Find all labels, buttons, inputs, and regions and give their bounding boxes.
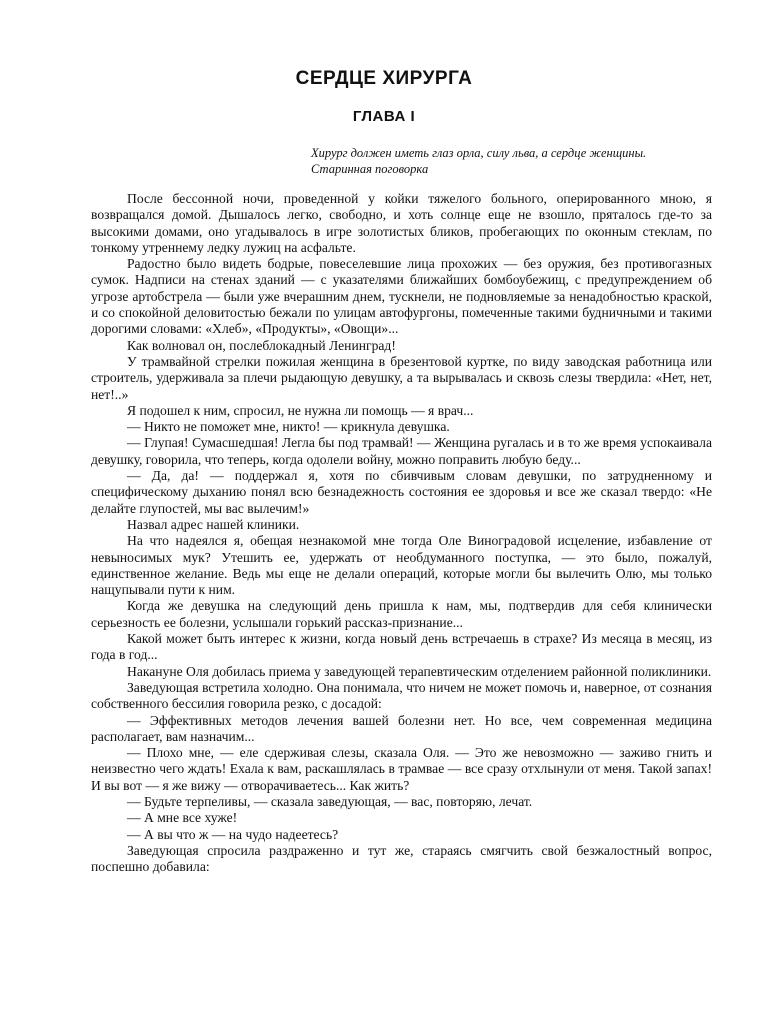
paragraph: Заведующая встретила холодно. Она понимала, что ничем не может помочь и, наверное, от сознания собственного бессилия говорила резко, с досадой: <box>91 679 712 712</box>
paragraph: Назвал адрес нашей клиники. <box>127 516 300 532</box>
paragraph: У трамвайной стрелки пожилая женщина в брезентовой куртке, по виду заводская работница или строитель, удерживала за плечи рыдающую девушку, а та вырывалась и сквозь слезы твердила: «Нет, нет, нет!..» <box>91 353 712 402</box>
paragraph: На что надеялся я, обещая незнакомой мне тогда Оле Виноградовой исцеление, избавление от невыносимых мук? Утешить ее, удержать от необдуманного поступка, — это было, пожалуй, единственное желание. Ведь мы еще не делали операций, которые могли бы вылечить Олю, мы только нащупывали пути к ним. <box>91 533 712 598</box>
epigraph-source: Старинная поговорка <box>311 162 429 176</box>
paragraph: — Глупая! Сумасшедшая! Легла бы под трамвай! — Женщина ругалась и в то же время успокаивала девушку, говорила, что теперь, когда одолели войну, можно поправить любую беду... <box>91 435 712 467</box>
paragraph: — Никто не поможет мне, никто! — крикнула девушка. <box>127 419 450 435</box>
paragraph: Накануне Оля добилась приема у заведующей терапевтическим отделением районной поликлиники. <box>127 663 712 679</box>
chapter-heading: ГЛАВА I <box>352 108 416 125</box>
paragraph: Заведующая спросила раздраженно и тут же, стараясь смягчить свой безжалостный вопрос, поспешно добавила: <box>91 842 712 875</box>
paragraph: — Эффективных методов лечения вашей болезни нет. Но все, чем современная медицина располагает, вам назначим... <box>91 712 712 744</box>
paragraph: — Да, да! — поддержал я, хотя по сбивчивым словам девушки, по затрудненному и специфическому дыханию понял всю безнадежность состояния ее здоровья и все же сказал твердо: «Не делайте глупостей, мы вас вылечим!» <box>91 468 712 516</box>
paragraph: — А вы что ж — на чудо надеетесь? <box>127 826 339 842</box>
paragraph: Когда же девушка на следующий день пришла к нам, мы, подтвердив для себя клинически серьезность ее болезни, услышали горький рассказ-признание... <box>91 598 712 630</box>
paragraph: — Плохо мне, — еле сдерживая слезы, сказала Оля. — Это же невозможно — заживо гнить и неизвестно чего ждать! Ехала к вам, раскашлялась в трамвае — все сразу отхлынули от меня. Такой запах! И вы вот — я же вижу — отворачиваетесь... Как жить? <box>91 745 712 793</box>
paragraph: Какой может быть интерес к жизни, когда новый день встречаешь в страхе? Из месяца в месяц, из года в год... <box>91 631 712 663</box>
paragraph: После бессонной ночи, проведенной у койки тяжелого больного, оперированного мною, я возвращался домой. Дышалось легко, свободно, и хоть солнце еще не взошло, пряталось где-то за высокими домами, оно угадывалось в игре золотистых бликов, пробегающих по оконным стеклам, по тонкому утреннему ледку лужиц на асфальте. <box>91 191 712 255</box>
book-title: СЕРДЦЕ ХИРУРГА <box>295 68 473 89</box>
paragraph: — А мне все хуже! <box>127 810 238 826</box>
paragraph: Как волновал он, послеблокадный Ленинград! <box>127 337 396 353</box>
epigraph-text: Хирург должен иметь глаз орла, силу льва, а сердце женщины. <box>311 146 647 160</box>
paragraph: — Будьте терпеливы, — сказала заведующая, — вас, повторяю, лечат. <box>127 793 533 809</box>
paragraph: Я подошел к ним, спросил, не нужна ли помощь — я врач... <box>127 402 474 418</box>
body-text <box>91 191 712 875</box>
epigraph <box>311 145 646 177</box>
paragraph: Радостно было видеть бодрые, повеселевшие лица прохожих — без оружия, без противогазных сумок. Надписи на стенах зданий — с указателями ближайших бомбоубежищ, с предупреждением об угрозе артобстрела — были уже вчерашним днем, тускнели, не подновляемые за ненадобностью краской, и со спокойной деловитостью бежали по улицам автофургоны, помеченные такими будничными и такими дорогими словами: «Хлеб», «Продукты», «Овощи»... <box>91 256 712 337</box>
